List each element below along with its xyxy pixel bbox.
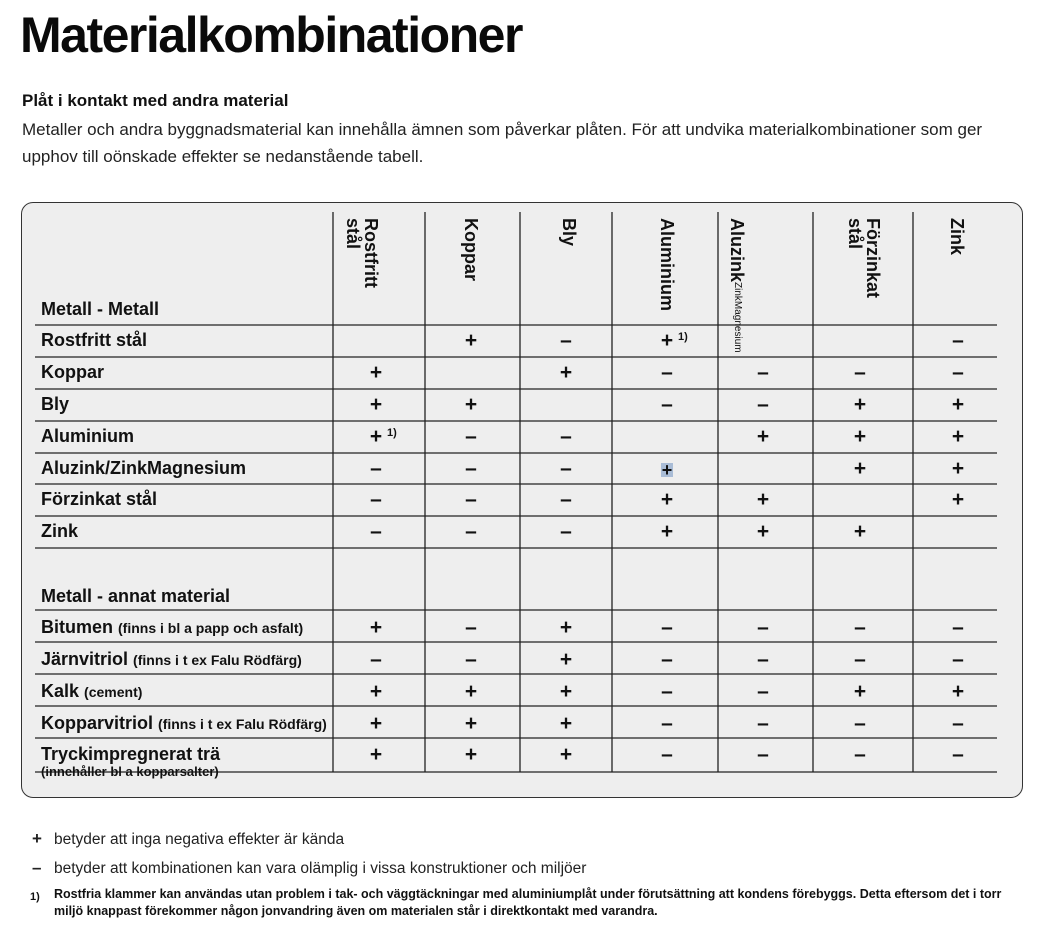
row-label (41, 489, 157, 510)
cell-value: – (465, 488, 477, 511)
cell-value: + (464, 680, 478, 703)
row-label (41, 617, 303, 638)
cell-value: – (560, 488, 572, 511)
column-header-label: Rostfritt stål (343, 218, 381, 288)
table-cell (748, 394, 778, 416)
table-cell (943, 713, 973, 735)
table-cell (551, 681, 581, 703)
cell-value: – (854, 712, 866, 735)
table-cell (943, 394, 973, 416)
table-cell (661, 460, 673, 480)
table-cell (652, 713, 682, 735)
plus-symbol: + (32, 829, 42, 848)
cell-value: – (560, 520, 572, 543)
cell-value: – (854, 743, 866, 766)
column-header-label: Koppar (461, 218, 481, 281)
legend-plus-text: betyder att inga negativa effekter är kända (54, 831, 345, 848)
column-header (846, 218, 882, 298)
row-label-text: Aluminium (41, 426, 134, 446)
column-header (728, 218, 746, 353)
column-header (344, 218, 380, 288)
cell-value: + (559, 712, 573, 735)
row-label-text: Kalk (41, 681, 80, 701)
cell-value: – (952, 648, 964, 671)
legend-minus-text: betyder att kombinationen kan vara olämplig i vissa konstruktioner och miljöer (54, 860, 587, 877)
table-cell (456, 521, 486, 543)
table-cell (551, 713, 581, 735)
cell-value: + (853, 457, 867, 480)
table-cell (361, 489, 391, 511)
cell-value: – (854, 648, 866, 671)
table-cell (361, 713, 391, 735)
cell-value: – (854, 361, 866, 384)
table-cell (943, 681, 973, 703)
table-cell (748, 521, 778, 543)
cell-value: – (757, 616, 769, 639)
cell-value: + (369, 680, 383, 703)
table-cell (551, 649, 581, 671)
cell-value: + (559, 648, 573, 671)
cell-value: – (370, 457, 382, 480)
cell-value: – (661, 648, 673, 671)
table-cell (845, 617, 875, 639)
table-cell (652, 489, 682, 511)
cell-value: – (560, 457, 572, 480)
table-cell (456, 681, 486, 703)
cell-value: – (661, 616, 673, 639)
cell-value: + (464, 329, 478, 352)
table-cell (361, 521, 391, 543)
row-label-text: Bitumen (41, 617, 113, 637)
table-cell (456, 458, 486, 480)
column-header-sublabel: ZinkMagnesium (732, 282, 743, 353)
table-cell (361, 649, 391, 671)
table-cell (748, 713, 778, 735)
cell-value: – (952, 712, 964, 735)
cell-value: – (854, 616, 866, 639)
cell-value: – (465, 520, 477, 543)
table-cell (943, 649, 973, 671)
cell-value: + (369, 393, 383, 416)
row-label-text: Aluzink/ZinkMagnesium (41, 458, 247, 478)
table-cell (748, 362, 778, 384)
column-header-label: Aluminium (657, 218, 677, 311)
column-header-label: Förzinkat stål (845, 218, 883, 299)
table-cell (361, 394, 391, 416)
row-label-text: Förzinkat stål (41, 489, 158, 509)
table-cell (361, 744, 391, 766)
table-cell (748, 681, 778, 703)
cell-value: – (465, 648, 477, 671)
cell-value: + (853, 425, 867, 448)
section-label-other: Metall - annat material (41, 586, 231, 606)
table-cell (845, 744, 875, 766)
column-header (658, 218, 676, 311)
table-cell (551, 521, 581, 543)
table-cell (748, 489, 778, 511)
table-cell (361, 425, 397, 448)
cell-value: + (660, 329, 674, 352)
cell-value: – (465, 425, 477, 448)
table-cell (748, 426, 778, 448)
cell-value: + (369, 712, 383, 735)
table-cell (943, 330, 973, 352)
row-label (41, 426, 134, 447)
table-cell (943, 458, 973, 480)
table-cell (551, 458, 581, 480)
table-cell (748, 649, 778, 671)
section-label-metal: Metall - Metall (41, 299, 160, 319)
column-header (948, 218, 966, 255)
table-cell (652, 394, 682, 416)
table-cell (943, 426, 973, 448)
footnote-marker: 1) (30, 891, 40, 903)
cell-value: + (660, 520, 674, 543)
row-label-note: (finns i t ex Falu Rödfärg) (158, 716, 327, 732)
cell-value: + (951, 425, 965, 448)
cell-value: + (369, 616, 383, 639)
row-label-note: (finns i bl a papp och asfalt) (118, 620, 304, 636)
table-cell (845, 394, 875, 416)
cell-value: – (757, 712, 769, 735)
table-cell (845, 521, 875, 543)
cell-value: – (952, 361, 964, 384)
row-label (41, 713, 327, 734)
row-label (41, 649, 302, 670)
minus-symbol: – (32, 858, 42, 877)
cell-value: – (757, 680, 769, 703)
table-cell (748, 617, 778, 639)
column-header (560, 218, 578, 246)
table-cell (845, 681, 875, 703)
table-cell (456, 649, 486, 671)
table-cell (456, 394, 486, 416)
cell-value: – (370, 648, 382, 671)
row-label-note: (cement) (84, 684, 143, 700)
cell-value: + (853, 520, 867, 543)
cell-value: – (465, 457, 477, 480)
cell-value: – (370, 520, 382, 543)
table-cell (551, 489, 581, 511)
table-cell (943, 617, 973, 639)
row-label (41, 744, 221, 779)
table-cell (551, 362, 581, 384)
cell-value: – (560, 329, 572, 352)
table-cell (943, 362, 973, 384)
cell-value: + (559, 616, 573, 639)
row-label-text: Bly (41, 394, 70, 414)
cell-value: + (369, 361, 383, 384)
cell-value: + (951, 680, 965, 703)
cell-value: + (369, 743, 383, 766)
table-cell (551, 330, 581, 352)
row-label-note: (finns i t ex Falu Rödfärg) (133, 652, 302, 668)
table-cell (652, 362, 682, 384)
cell-value: + (951, 488, 965, 511)
table-cell (652, 681, 682, 703)
table-cell (456, 330, 486, 352)
cell-value: – (757, 648, 769, 671)
cell-value: – (661, 712, 673, 735)
row-label (41, 681, 142, 702)
cell-value: – (952, 743, 964, 766)
table-cell (845, 426, 875, 448)
cell-value: + (464, 712, 478, 735)
column-header-label: Bly (559, 218, 579, 247)
table-cell (652, 617, 682, 639)
legend-plus (32, 829, 344, 849)
cell-value: – (661, 393, 673, 416)
table-cell (361, 458, 391, 480)
row-label-text: Zink (41, 521, 79, 541)
footnote-text: Rostfria klammer kan användas utan problem i tak- och väggtäckningar med aluminiumplåt under förutsättning att kondens förebyggs. Detta eftersom det i torr miljö knappast förekommer någon jonvandring även om materialen står i direktkontakt med varandra. (54, 887, 1002, 918)
row-label-note: (innehåller bl a kopparsalter) (41, 764, 219, 779)
cell-value: + (661, 460, 673, 480)
table-cell (361, 362, 391, 384)
table-cell (845, 713, 875, 735)
cell-value: – (757, 393, 769, 416)
cell-value: + (464, 393, 478, 416)
table-cell (456, 713, 486, 735)
table-cell (652, 649, 682, 671)
cell-value: – (661, 743, 673, 766)
cell-value: – (560, 425, 572, 448)
cell-footnote-ref: 1) (387, 427, 397, 439)
section-heading: Plåt i kontakt med andra material (22, 91, 289, 110)
column-header-label: Aluzink (727, 218, 747, 283)
table-cell (551, 617, 581, 639)
table-cell (456, 617, 486, 639)
table-cell (652, 521, 682, 543)
footnote (30, 886, 1030, 920)
cell-value: + (559, 680, 573, 703)
column-header-label: Zink (947, 218, 967, 256)
cell-value: – (370, 488, 382, 511)
cell-value: + (756, 425, 770, 448)
cell-value: + (756, 520, 770, 543)
row-label-text: Koppar (41, 362, 104, 382)
cell-value: + (660, 488, 674, 511)
intro-paragraph: Metaller och andra byggnadsmaterial kan innehålla ämnen som påverkar plåten. För att undvika materialkombinationer som ger upphov till oönskade effekter se nedanstående tabell. (22, 120, 983, 166)
table-cell (361, 681, 391, 703)
table-cell (551, 744, 581, 766)
cell-value: + (369, 425, 383, 448)
table-cell (652, 329, 688, 352)
table-cell (456, 426, 486, 448)
table-cell (456, 744, 486, 766)
cell-value: + (853, 393, 867, 416)
cell-value: + (853, 680, 867, 703)
cell-value: – (661, 361, 673, 384)
cell-value: – (757, 361, 769, 384)
cell-footnote-ref: 1) (678, 331, 688, 343)
cell-value: – (757, 743, 769, 766)
cell-value: – (661, 680, 673, 703)
legend-minus (32, 858, 586, 878)
row-label-text: Rostfritt stål (41, 330, 148, 350)
table-cell (456, 489, 486, 511)
table-cell (845, 458, 875, 480)
column-header (462, 218, 480, 281)
table-cell (652, 744, 682, 766)
table-cell (845, 362, 875, 384)
row-label (41, 521, 78, 542)
table-cell (551, 426, 581, 448)
row-label (41, 458, 246, 479)
page-title: Materialkombinationer (20, 7, 522, 63)
cell-value: + (559, 361, 573, 384)
table-cell (361, 617, 391, 639)
table-cell (943, 744, 973, 766)
row-label-text: Kopparvitriol (41, 713, 154, 733)
cell-value: – (465, 616, 477, 639)
cell-value: – (952, 616, 964, 639)
table-cell (943, 489, 973, 511)
row-label (41, 330, 147, 351)
cell-value: + (951, 393, 965, 416)
cell-value: – (952, 329, 964, 352)
row-label (41, 362, 104, 383)
table-cell (748, 744, 778, 766)
row-label (41, 394, 69, 415)
row-label-text: Järnvitriol (41, 649, 129, 669)
cell-value: + (559, 743, 573, 766)
cell-value: + (756, 488, 770, 511)
row-label-text: Tryckimpregnerat trä (41, 744, 221, 764)
cell-value: + (951, 457, 965, 480)
table-cell (845, 649, 875, 671)
cell-value: + (464, 743, 478, 766)
